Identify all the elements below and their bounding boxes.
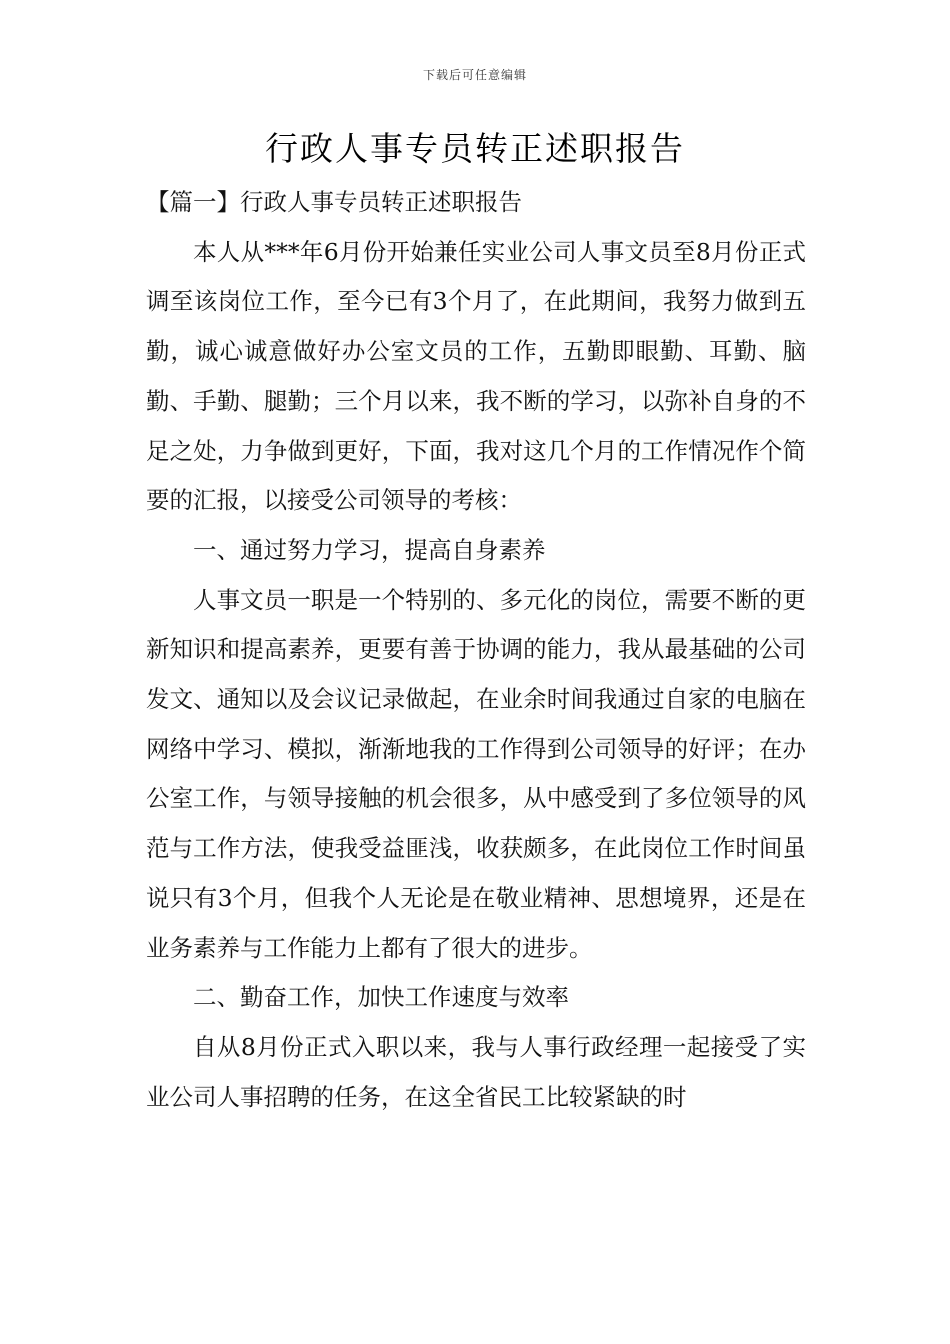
document-body	[146, 178, 806, 1122]
header-note: 下载后可任意编辑	[422, 68, 527, 82]
document-title: 行政人事专员转正述职报告	[265, 129, 685, 168]
section-heading-2: 二、勤奋工作，加快工作速度与效率	[193, 983, 569, 1012]
section-heading-1: 一、通过努力学习，提高自身素养	[193, 535, 546, 564]
paragraph-section-1: 人事文员一职是一个特别的、多元化的岗位，需要不断的更新知识和提高素养，更要有善于协调的能力，我从最基础的公司发文、通知以及会议记录做起，在业余时间我通过自家的电脑在网络中学习、模拟，渐渐地我的工作得到公司领导的好评；在办公室工作，与领导接触的机会很多，从中感受到了多位领导的风范与工作方法，使我受益匪浅，收获颇多，在此岗位工作时间虽说只有3个月，但我个人无论是在敬业精神、思想境界，还是在业务素养与工作能力上都有了很大的进步。	[146, 585, 806, 962]
section-subtitle: 【篇一】行政人事专员转正述职报告	[146, 188, 522, 216]
paragraph-section-2: 自从8月份正式入职以来，我与人事行政经理一起接受了实业公司人事招聘的任务，在这全省民工比较紧缺的时	[146, 1032, 806, 1111]
paragraph-intro: 本人从***年6月份开始兼任实业公司人事文员至8月份正式调至该岗位工作，至今已有3个月了，在此期间，我努力做到五勤，诚心诚意做好办公室文员的工作，五勤即眼勤、耳勤、脑勤、手勤、腿勤；三个月以来，我不断的学习，以弥补自身的不足之处，力争做到更好，下面，我对这几个月的工作情况作个简要的汇报，以接受公司领导的考核：	[146, 237, 806, 515]
